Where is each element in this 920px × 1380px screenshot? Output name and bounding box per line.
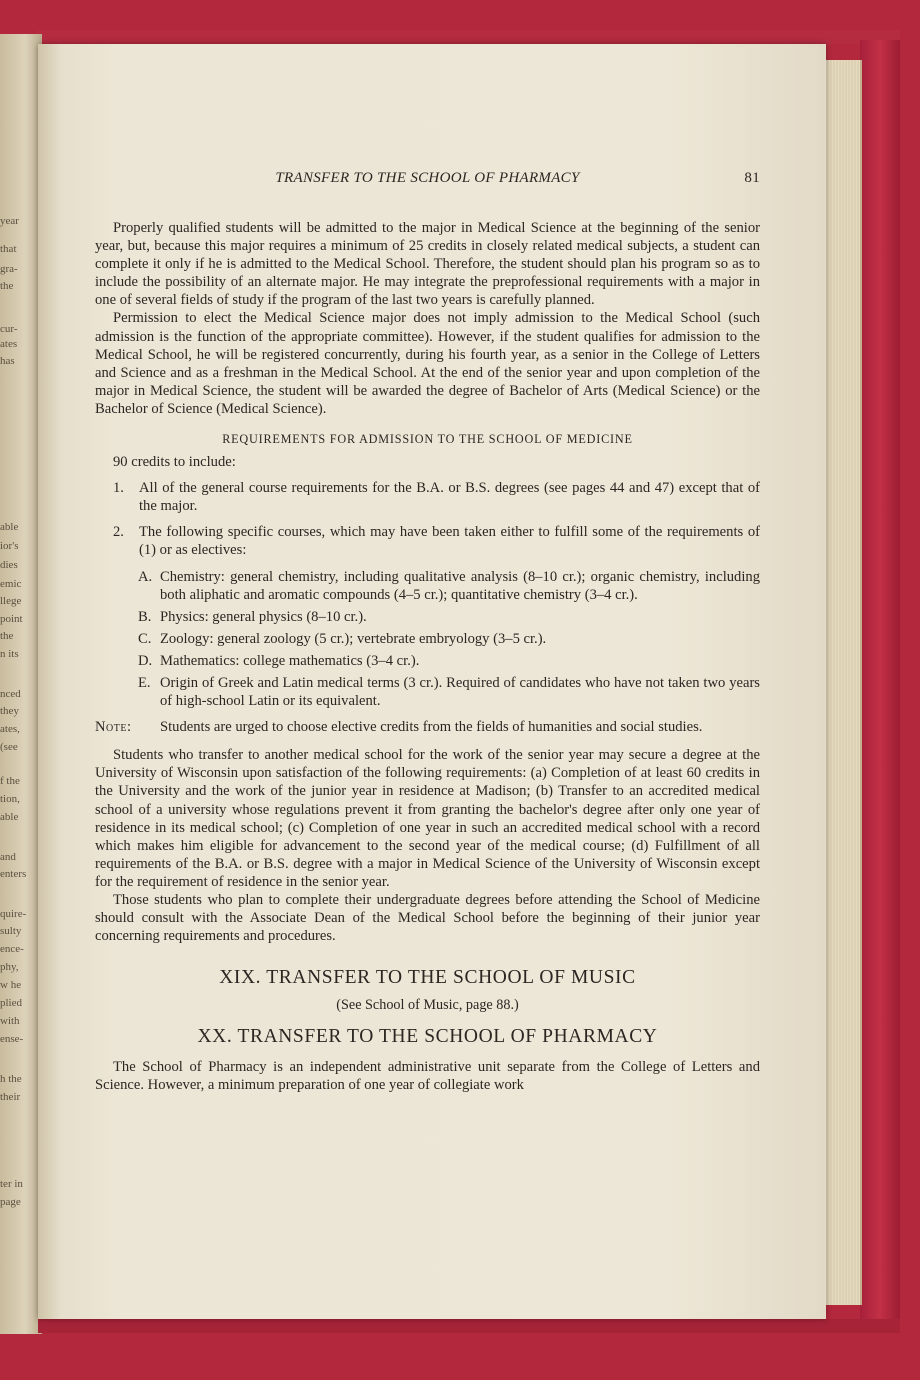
- note-label: Note:: [95, 719, 132, 736]
- fragment: f the: [0, 775, 20, 787]
- section-heading-pharmacy: XX. TRANSFER TO THE SCHOOL OF PHARMACY: [197, 1026, 658, 1048]
- note-text: Students are urged to choose elective credits from the fields of humanities and social studies.: [160, 719, 703, 736]
- fragment: nced: [0, 688, 21, 700]
- page-content: [95, 165, 760, 1094]
- item-text: Zoology: general zoology (5 cr.); vertebrate embryology (3–5 cr.).: [160, 630, 547, 647]
- paragraph-medical-science-major: Properly qualified students will be admitted to the major in Medical Science at the beginning of the senior year, but, because this major requires a minimum of 25 credits in closely related medical subjects, a student can complete it only if he is admitted to the Medical School. Therefore, the student should plan his program so as to include the possibility of an alternate major. He may integrate the preprofessional requirements with a major in one of several fields of study if the program of the last two years is carefully planned.: [95, 220, 760, 309]
- requirement-item-1: [95, 479, 760, 515]
- item-number: 2.: [113, 524, 124, 541]
- course-item-medical-terms: [95, 674, 760, 710]
- fragment: their: [0, 1091, 21, 1103]
- page-block-edges: [826, 60, 862, 1305]
- fragment: n its: [0, 648, 19, 660]
- item-text: Origin of Greek and Latin medical terms (3 cr.). Required of candidates who have not taken two years of high-school Latin or its equivalent.: [160, 674, 760, 710]
- fragment: sulty: [0, 925, 22, 937]
- fragment: (see: [0, 741, 18, 753]
- fragment: gra-: [0, 263, 18, 275]
- running-title: TRANSFER TO THE SCHOOL OF PHARMACY: [275, 170, 580, 186]
- course-item-zoology: [95, 630, 760, 648]
- item-letter: B.: [138, 608, 152, 625]
- item-letter: D.: [138, 652, 153, 669]
- running-header: [95, 165, 760, 195]
- fragment: that: [0, 243, 17, 255]
- fragment: llege: [0, 595, 22, 607]
- item-text: All of the general course requirements for the B.A. or B.S. degrees (see pages 44 and 47) except that of the major.: [139, 480, 760, 515]
- fragment: enters: [0, 868, 27, 880]
- fragment: ense-: [0, 1033, 24, 1045]
- item-text: Mathematics: college mathematics (3–4 cr.).: [160, 652, 420, 669]
- fragment: the: [0, 280, 14, 292]
- course-item-chemistry: [95, 568, 760, 604]
- item-letter: C.: [138, 630, 152, 647]
- cover-right-edge: [860, 40, 900, 1330]
- fragment: the: [0, 630, 14, 642]
- item-text: The following specific courses, which may have been taken either to fulfill some of the requirements of (1) or as electives:: [139, 524, 760, 559]
- fragment: ter in: [0, 1178, 23, 1190]
- fragment: with: [0, 1015, 20, 1027]
- item-text: Physics: general physics (8–10 cr.).: [160, 608, 367, 625]
- fragment: quire-: [0, 908, 27, 920]
- fragment: point: [0, 613, 23, 625]
- fragment: tion,: [0, 793, 20, 805]
- fragment: w he: [0, 979, 22, 991]
- paragraph-transfer-other-school: Students who transfer to another medical school for the work of the senior year may secure a degree at the University of Wisconsin upon satisfaction of the following requirements: (a) Completion of at least 60 credits in the University and the work of the junior year in residence at Madison; (b) Transfer to an accredited medical school of a university whose regulations prevent it from granting the bachelor's degree after only one year of residence in its medical school; (c) Completion of one year in such an accredited medical school with a record which makes him eligible for advancement to the second year of the medical course; (d) Fulfillment of all requirements of the B.A. or B.S. degree with a major in Medical Science of the University of Wisconsin except for the requirement of residence in the senior year.: [95, 747, 760, 890]
- fragment: ates: [0, 338, 18, 350]
- fragment: year: [0, 215, 19, 227]
- paragraph-permission: Permission to elect the Medical Science major does not imply admission to the Medical School (such admission is the function of the appropriate committee). However, if the student qualifies for admission to the Medical School, he will be registered concurrently, during his fourth year, as a senior in the College of Letters and Science and as a freshman in the Medical School. At the end of the senior year and upon completion of the major in Medical Science, the student will be awarded the degree of Bachelor of Arts (Medical Science) or the Bachelor of Science (Medical Science).: [95, 310, 760, 417]
- note: [95, 718, 760, 736]
- requirements-heading: REQUIREMENTS FOR ADMISSION TO THE SCHOOL OF MEDICINE: [222, 432, 633, 447]
- fragment: they: [0, 705, 19, 717]
- paragraph-pharmacy: The School of Pharmacy is an independent administrative unit separate from the College of Letters and Science. However, a minimum preparation of one year of collegiate work: [95, 1059, 760, 1094]
- fragment: ior's: [0, 540, 19, 552]
- fragment: has: [0, 355, 15, 367]
- item-letter: A.: [138, 568, 153, 585]
- fragment: emic: [0, 578, 22, 590]
- cover-bottom-edge: [38, 1319, 900, 1333]
- fragment: able: [0, 811, 19, 823]
- fragment: phy,: [0, 961, 19, 973]
- item-letter: E.: [138, 674, 151, 691]
- fragment: able: [0, 521, 19, 533]
- item-number: 1.: [113, 480, 124, 497]
- section-subheading-music: (See School of Music, page 88.): [336, 997, 519, 1014]
- fragment: ence-: [0, 943, 24, 955]
- course-item-physics: [95, 608, 760, 626]
- item-text: Chemistry: general chemistry, including qualitative analysis (8–10 cr.); organic chemistry, including both aliphatic and aromatic compounds (4–5 cr.); quantitative chemistry (3–4 cr.).: [160, 568, 760, 603]
- fragment: cur-: [0, 323, 18, 335]
- fragment: plied: [0, 997, 22, 1009]
- fragment: and: [0, 851, 16, 863]
- requirements-lead: 90 credits to include:: [113, 454, 236, 471]
- paragraph-undergraduate-degrees: Those students who plan to complete their undergraduate degrees before attending the School of Medicine should consult with the Associate Dean of the Medical School before the beginning of their junior year concerning requirements and procedures.: [95, 892, 760, 945]
- course-item-mathematics: [95, 652, 760, 670]
- cover-top-edge: [38, 30, 900, 44]
- page-number: 81: [744, 170, 760, 186]
- facing-page-text-fragments: [0, 34, 40, 1334]
- requirement-item-2: [95, 523, 760, 559]
- fragment: ates,: [0, 723, 20, 735]
- fragment: page: [0, 1196, 21, 1208]
- fragment: h the: [0, 1073, 22, 1085]
- section-heading-music: XIX. TRANSFER TO THE SCHOOL OF MUSIC: [219, 967, 636, 989]
- fragment: dies: [0, 559, 18, 571]
